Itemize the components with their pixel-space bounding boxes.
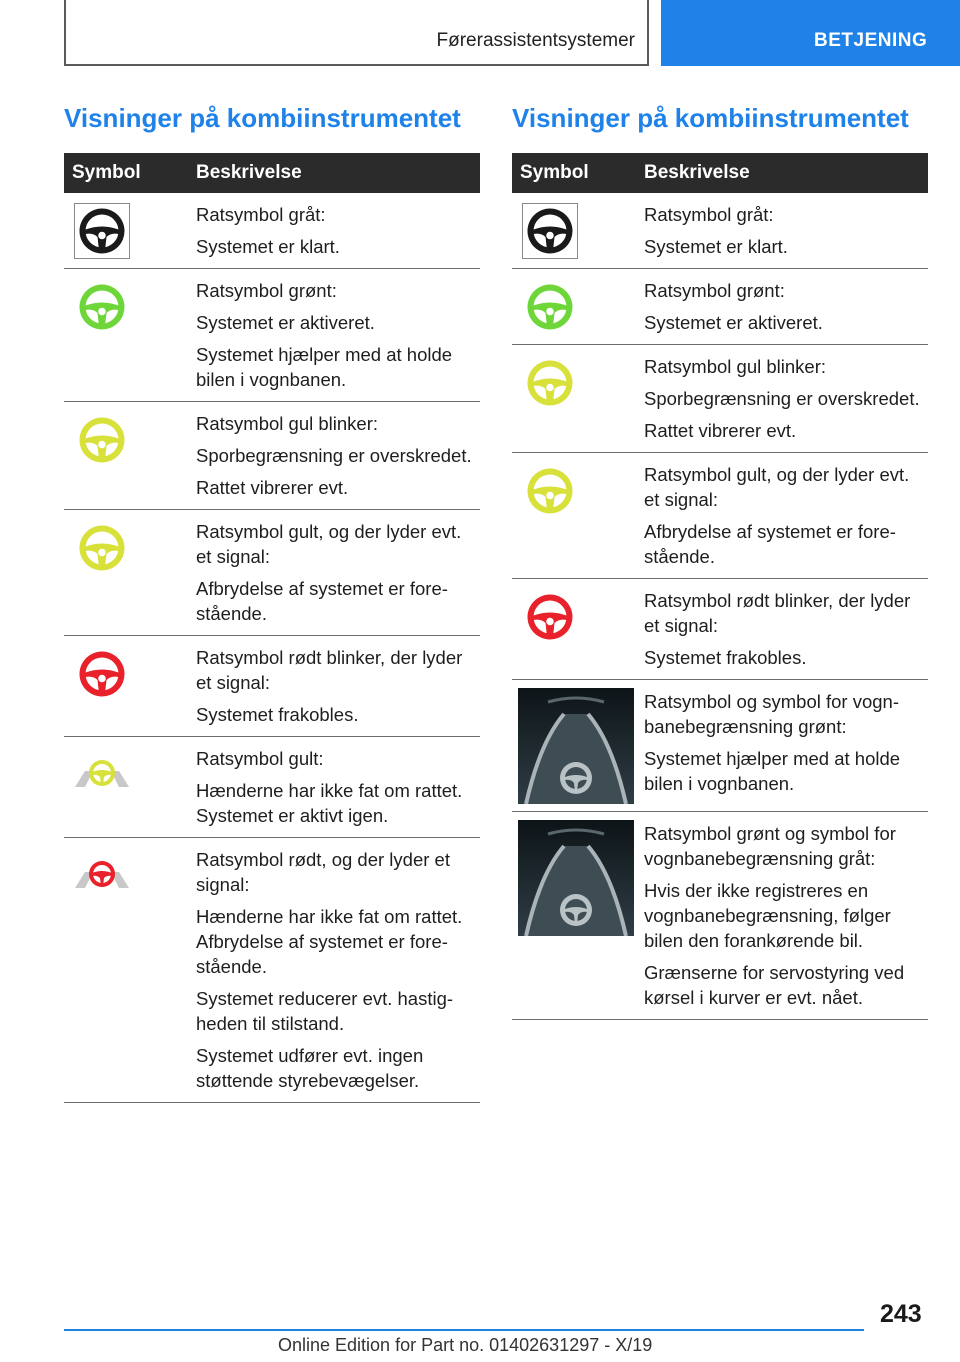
symbol-cell [512, 812, 636, 1020]
symbol-cell [64, 510, 188, 636]
description-line: Systemet udfører evt. ingen støttende styrebevægelser. [196, 1045, 424, 1091]
description-line: Ratsymbol rødt, og der lyder et signal: [196, 849, 450, 895]
description-cell [636, 453, 928, 579]
steering-wheel-yellow-icon [526, 467, 574, 515]
description-cell [636, 193, 928, 269]
table-row [64, 510, 480, 636]
lane-display-grey-icon [518, 820, 634, 936]
description-cell [188, 636, 480, 737]
description-line: Hvis der ikke registreres en vognbanebegrænsning, følger bilen den forankørende bil. [644, 880, 891, 951]
description-line: Systemet hjælper med at holde bilen i vognbanen. [196, 344, 453, 390]
description-line: Ratsymbol gul blinker: [644, 356, 826, 377]
right-col-description: Beskrivelse [644, 162, 750, 183]
description-line: Hænderne har ikke fat om rattet. Afbrydelse af systemet er forestående. [196, 906, 463, 977]
description-line: Systemet hjælper med at holde bilen i vognbanen. [644, 748, 901, 794]
steering-wheel-yellow-icon [78, 524, 126, 572]
symbol-cell [64, 269, 188, 402]
symbol-cell [512, 345, 636, 453]
symbol-cell [64, 737, 188, 838]
description-line: Systemet frakobles. [196, 704, 359, 725]
header-chapter-label: BETJENING [814, 30, 928, 51]
description-line: Sporbegrænsning er overskredet. [196, 445, 472, 466]
description-line: Ratsymbol rødt blinker, der lyder et signal: [196, 647, 463, 693]
table-row [512, 812, 928, 1020]
description-line: Grænserne for servostyring ved kørsel i kurver er evt. nået. [644, 962, 905, 1008]
table-row [512, 680, 928, 812]
description-line: Systemet er klart. [196, 236, 340, 257]
description-cell [636, 680, 928, 812]
steering-wheel-green-icon [78, 283, 126, 331]
table-row [512, 345, 928, 453]
description-line: Ratsymbol grønt: [196, 280, 337, 301]
left-section-title: Visninger på kombiinstrumentet [64, 103, 461, 133]
description-line: Ratsymbol gul blinker: [196, 413, 378, 434]
symbol-cell [512, 680, 636, 812]
description-line: Rattet vibrerer evt. [196, 477, 349, 498]
steering-wheel-red-icon [526, 593, 574, 641]
table-row [512, 193, 928, 269]
lane-display-green-icon [518, 688, 634, 804]
symbol-cell [512, 579, 636, 680]
hands-off-yellow-icon [73, 757, 131, 791]
symbol-cell [64, 838, 188, 1103]
right-table-body [512, 193, 928, 1020]
steering-wheel-grey-icon [74, 203, 130, 259]
description-line: Ratsymbol rødt blinker, der lyder et signal: [644, 590, 911, 636]
description-line: Systemet er aktiveret. [196, 312, 375, 333]
description-line: Ratsymbol og symbol for vognbanebegrænsning grønt: [644, 691, 900, 737]
description-line: Systemet er aktiveret. [644, 312, 823, 333]
header-section-box [64, 0, 649, 66]
symbol-cell [512, 453, 636, 579]
table-row [64, 402, 480, 510]
left-col-symbol: Symbol [72, 162, 141, 183]
description-cell [636, 269, 928, 345]
table-row [512, 579, 928, 680]
description-line: Systemet frakobles. [644, 647, 807, 668]
steering-wheel-red-icon [78, 650, 126, 698]
description-line: Sporbegrænsning er overskredet. [644, 388, 920, 409]
description-line: Ratsymbol gult, og der lyder evt. et signal: [644, 464, 910, 510]
steering-wheel-grey-icon [522, 203, 578, 259]
description-line: Systemet er klart. [644, 236, 788, 257]
page-number: 243 [880, 1300, 922, 1328]
description-line: Ratsymbol gult, og der lyder evt. et signal: [196, 521, 462, 567]
description-line: Afbrydelse af systemet er forestående. [196, 578, 448, 624]
description-line: Afbrydelse af systemet er forestående. [644, 521, 896, 567]
description-line: Systemet reducerer evt. hastigheden til stilstand. [196, 988, 454, 1034]
right-column [512, 100, 928, 1020]
left-col-description: Beskrivelse [196, 162, 302, 183]
table-row [64, 838, 480, 1103]
header-chapter-tab[interactable] [661, 0, 960, 66]
description-line: Ratsymbol grønt og symbol for vognbanebegrænsning gråt: [644, 823, 896, 869]
description-cell [188, 838, 480, 1103]
table-row [512, 269, 928, 345]
steering-wheel-green-icon [526, 283, 574, 331]
footer-divider [64, 1329, 864, 1331]
steering-wheel-yellow-icon [526, 359, 574, 407]
left-table-header [64, 153, 480, 193]
steering-wheel-yellow-icon [78, 416, 126, 464]
table-row [512, 453, 928, 579]
description-cell [636, 579, 928, 680]
left-table-body [64, 193, 480, 1103]
description-cell [636, 812, 928, 1020]
left-column [64, 100, 480, 1103]
description-cell [188, 193, 480, 269]
right-section-title: Visninger på kombiinstrumentet [512, 103, 909, 133]
table-row [64, 636, 480, 737]
symbol-cell [64, 636, 188, 737]
description-line: Ratsymbol grønt: [644, 280, 785, 301]
description-line: Ratsymbol gråt: [196, 204, 326, 225]
description-cell [188, 510, 480, 636]
hands-off-red-icon [73, 858, 131, 892]
right-table-header [512, 153, 928, 193]
right-col-symbol: Symbol [520, 162, 589, 183]
symbol-cell [64, 402, 188, 510]
footer-edition[interactable]: Online Edition for Part no. 01402631297 - X/19 [278, 1335, 653, 1355]
symbol-cell [64, 193, 188, 269]
description-line: Hænderne har ikke fat om rattet. Systemet er aktivt igen. [196, 780, 463, 826]
symbol-cell [512, 269, 636, 345]
description-cell [188, 402, 480, 510]
table-row [64, 193, 480, 269]
table-row [64, 737, 480, 838]
description-line: Rattet vibrerer evt. [644, 420, 797, 441]
symbol-cell [512, 193, 636, 269]
table-row [64, 269, 480, 402]
header-section-title: Førerassistentsystemer [436, 30, 635, 51]
description-line: Ratsymbol gult: [196, 748, 324, 769]
description-line: Ratsymbol gråt: [644, 204, 774, 225]
description-cell [636, 345, 928, 453]
description-cell [188, 737, 480, 838]
description-cell [188, 269, 480, 402]
